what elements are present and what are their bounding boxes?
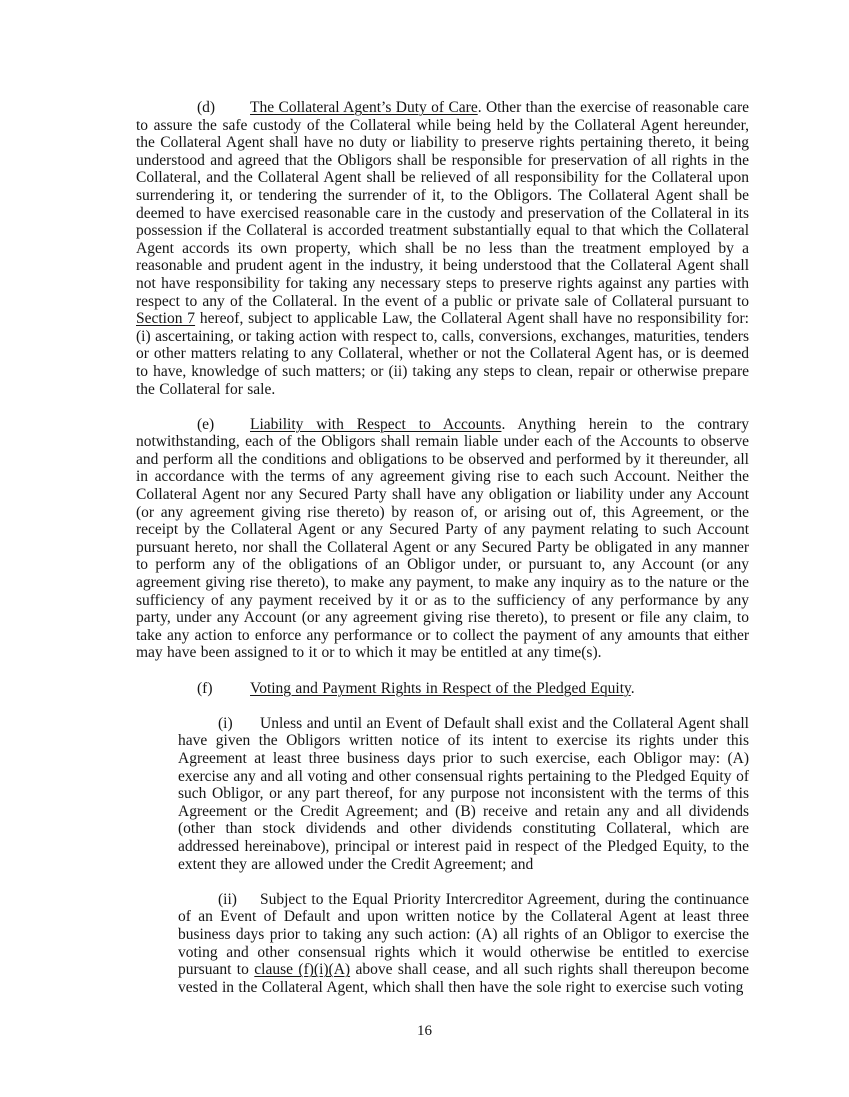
page-number: 16 [417,1023,432,1039]
body-text: . [630,679,635,697]
underlined-text: Section 7 [136,310,196,328]
paragraph-label-d: (d) [197,99,216,116]
paragraph-f-ii [178,891,749,997]
paragraph-label-f-ii: (ii) [218,890,237,908]
underlined-text: Voting and Payment Rights in Respect of the Pledged Equity [250,679,631,697]
body-text: Unless and until an Event of Default shall exist and the Collateral Agent shall have given the Obligors written notice of its intent to exercise its rights under this Agreement at least three business days prior to such exercise, each Obligor may: (A) exercise any and all voting and other consensual rights pertaining to the Pledged Equity of such Obligor, or any part thereof, for any purpose not inconsistent with the terms of this Agreement or the Credit Agreement; and (B) receive and retain any and all dividends (other than stock dividends and other dividends constituting Collateral, which are addressed hereinabove), principal or interest paid in respect of the Pledged Equity, to the extent they are allowed under the Credit Agreement; and [178,714,749,873]
paragraph-e [136,416,749,662]
underlined-text: The Collateral Agent’s Duty of Care [250,99,478,116]
paragraph-d [136,99,749,398]
body-text: hereof, subject to applicable Law, the Collateral Agent shall have no responsibility for: (i) ascertaining, or taking action with respect to, calls, conversions, exchanges, maturities, tenders or other matters relating to any Collateral, whether or not the Collateral Agent has, or is deemed to have, knowledge of such matters; or (ii) taking any steps to clean, repair or otherwise prepare the Collateral for sale. [136,310,749,398]
paragraph-f-i [178,715,749,873]
document-body [136,99,749,1014]
paragraph-label-f: (f) [197,679,213,697]
body-text: Subject to the Equal Priority Intercreditor Agreement, during the continuance of an Event of Default and upon written notice by the Collateral Agent at least three business days prior to taking any such action: (A) all rights of an Obligor to exercise the voting and other consensual rights which it would otherwise be entitled to exercise pursuant to [178,890,749,979]
underlined-text: Liability with Respect to Accounts [250,415,502,433]
paragraph-f [136,680,749,698]
body-text: above shall cease, and all such rights shall thereupon become vested in the Collateral Agent, which shall then have the sole right to exercise such voting [178,961,750,996]
body-text: . Anything herein to the contrary notwithstanding, each of the Obligors shall remain liable under each of the Accounts to observe and perform all the conditions and obligations to be observed and performed by it thereunder, all in accordance with the terms of any agreement giving rise to each such Account. Neither the Collateral Agent nor any Secured Party shall have any obligation or liability under any Account (or any agreement giving rise thereto) by reason of, or arising out of, this Agreement, or the receipt by the Collateral Agent or any Secured Party of any payment relating to such Account pursuant hereto, nor shall the Collateral Agent or any Secured Party be obligated in any manner to perform any of the obligations of an Obligor under, or pursuant to, any Account (or any agreement giving rise thereto), to make any payment, to make any inquiry as to the nature or the sufficiency of any payment received by it or as to the sufficiency of any performance by any party, under any Account (or any agreement giving rise thereto), to present or file any claim, to take any action to enforce any performance or to collect the payment of any amounts that either may have been assigned to it or to which it may be entitled at any time(s). [136,415,750,662]
paragraph-label-f-i: (i) [218,714,233,732]
paragraph-label-e: (e) [197,415,215,433]
underlined-text: clause (f)(i)(A) [254,961,351,979]
body-text: . Other than the exercise of reasonable care to assure the safe custody of the Collateral while being held by the Collateral Agent hereunder, the Collateral Agent shall have no duty or liability to preserve rights pertaining thereto, it being understood and agreed that the Obligors shall be responsible for preservation of all rights in the Collateral, and the Collateral Agent shall be relieved of all responsibility for the Collateral upon surrendering it, or tendering the surrender of it, to the Obligors. The Collateral Agent shall be deemed to have exercised reasonable care in the custody and preservation of the Collateral in its possession if the Collateral is accorded treatment substantially equal to that which the Collateral Agent accords its own property, which shall be no less than the treatment employed by a reasonable and prudent agent in the industry, it being understood that the Collateral Agent shall not have responsibility for taking any necessary steps to preserve rights against any parties with respect to any of the Collateral. In the event of a public or private sale of Collateral pursuant to [136,99,749,310]
